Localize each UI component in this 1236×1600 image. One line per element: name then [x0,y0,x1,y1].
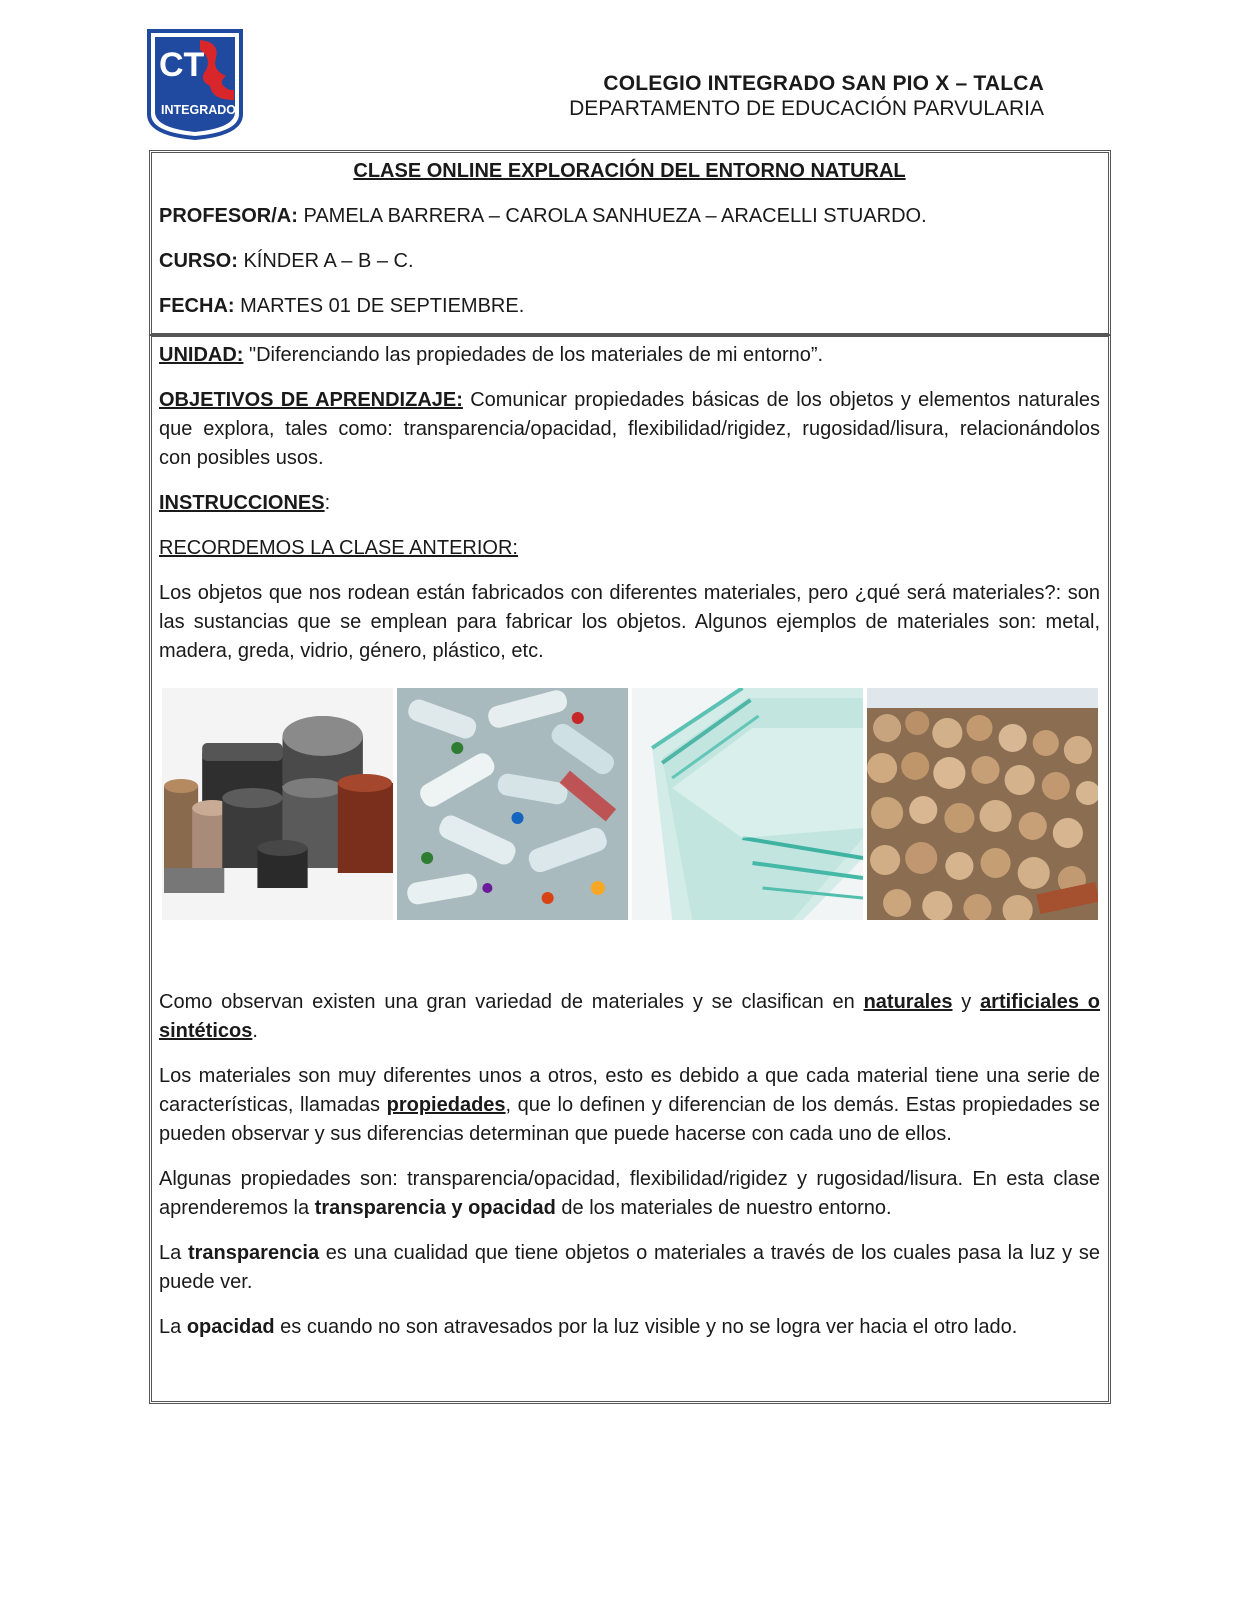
instructions-colon: : [324,492,331,514]
p6-text-a: La [159,1316,187,1338]
class-title: CLASE ONLINE EXPLORACIÓN DEL ENTORNO NATURAL [353,160,906,182]
transparency-term: transparencia [187,1242,320,1264]
instructions-label: INSTRUCCIONES [159,492,325,514]
objectives-label: OBJETIVOS DE APRENDIZAJE: [159,389,463,411]
recall-heading: RECORDEMOS LA CLASE ANTERIOR: [159,537,518,559]
document-header [569,71,1044,121]
objectives-value: Comunicar propiedades básicas de los objetos y elementos naturales que explora, tales como: transparencia/opacidad, flexibilidad/rigidez, rugosidad/lisura, relacionándolos con posibles usos. [159,389,1101,469]
class-content-box [149,334,1111,1404]
date-value: MARTES 01 DE SEPTIEMBRE. [234,295,525,317]
logo-letters-bottom: INTEGRADO [161,103,236,117]
teacher-label: PROFESOR/A: [159,205,298,227]
p2-text-a: Como observan existen una gran variedad de materiales y se clasifican en [159,991,864,1013]
natural-term: naturales [863,991,953,1013]
p6-text-c: es cuando no son atravesados por la luz visible y no se logra ver hacia el otro lado. [274,1316,1018,1338]
p5-text-c: es una cualidad que tiene objetos o materiales a través de los cuales pasa la luz y se puede ver. [159,1242,1100,1293]
p3-text-a: Los materiales son muy diferentes unos a otros, esto es debido a que cada material tiene una serie de características, llamadas [159,1065,1100,1116]
opacity-paragraph [159,1313,1100,1342]
school-logo [146,28,244,140]
transparency-opacity-term: transparencia y opacidad [314,1197,556,1219]
p5-text-a: La [159,1242,188,1264]
objectives-row [159,386,1100,473]
unit-value: "Diferenciando las propiedades de los materiales de mi entorno”. [243,344,824,366]
teacher-value: PAMELA BARRERA – CAROLA SANHUEZA – ARACELLI STUARDO. [297,205,927,227]
transparency-paragraph [159,1239,1100,1297]
course-value: KÍNDER A – B – C. [237,250,414,272]
logo-letters-top: CT [159,46,205,84]
unit-row [159,341,1100,370]
opacity-term: opacidad [186,1316,275,1338]
wood-image [867,688,1098,920]
teacher-row [159,202,1100,231]
plastic-image [397,688,628,920]
p4-text-a: Algunas propiedades son: transparencia/opacidad, flexibilidad/rigidez y rugosidad/lisura. En esta clase aprenderemos la [159,1168,1100,1219]
date-row [159,292,1100,321]
department-name: DEPARTAMENTO DE EDUCACIÓN PARVULARIA [569,97,1044,120]
some-properties-paragraph [159,1165,1100,1223]
class-info-box [149,150,1111,336]
glass-image [632,688,863,920]
school-name: COLEGIO INTEGRADO SAN PIO X – TALCA [603,72,1044,95]
classification-paragraph [159,988,1100,1046]
properties-term: propiedades [386,1094,506,1116]
artificial-term: artificiales o sintéticos [159,991,1101,1042]
p2-text-c: y [952,991,981,1013]
course-row [159,247,1100,276]
unit-label: UNIDAD: [159,344,244,366]
course-label: CURSO: [159,250,238,272]
instructions-row [159,489,1100,518]
p2-text-e: . [252,1020,258,1042]
p4-text-c: de los materiales de nuestro entorno. [555,1197,892,1219]
properties-paragraph [159,1062,1100,1149]
materials-paragraph: Los objetos que nos rodean están fabricados con diferentes materiales, pero ¿qué será materiales?: son las sustancias que se emplean para fabricar los objetos. Algunos ejemplos de materiales son: metal, madera, greda, vidrio, género, plástico, etc. [159,582,1100,662]
metal-image [162,688,393,920]
date-label: FECHA: [159,295,235,317]
p3-text-c: , que lo definen y diferencian de los demás. Estas propiedades se pueden observar y sus diferencias determinan que puede hacerse con cada uno de ellos. [159,1094,1101,1145]
recall-row [159,534,1100,563]
materials-images [162,688,1098,920]
